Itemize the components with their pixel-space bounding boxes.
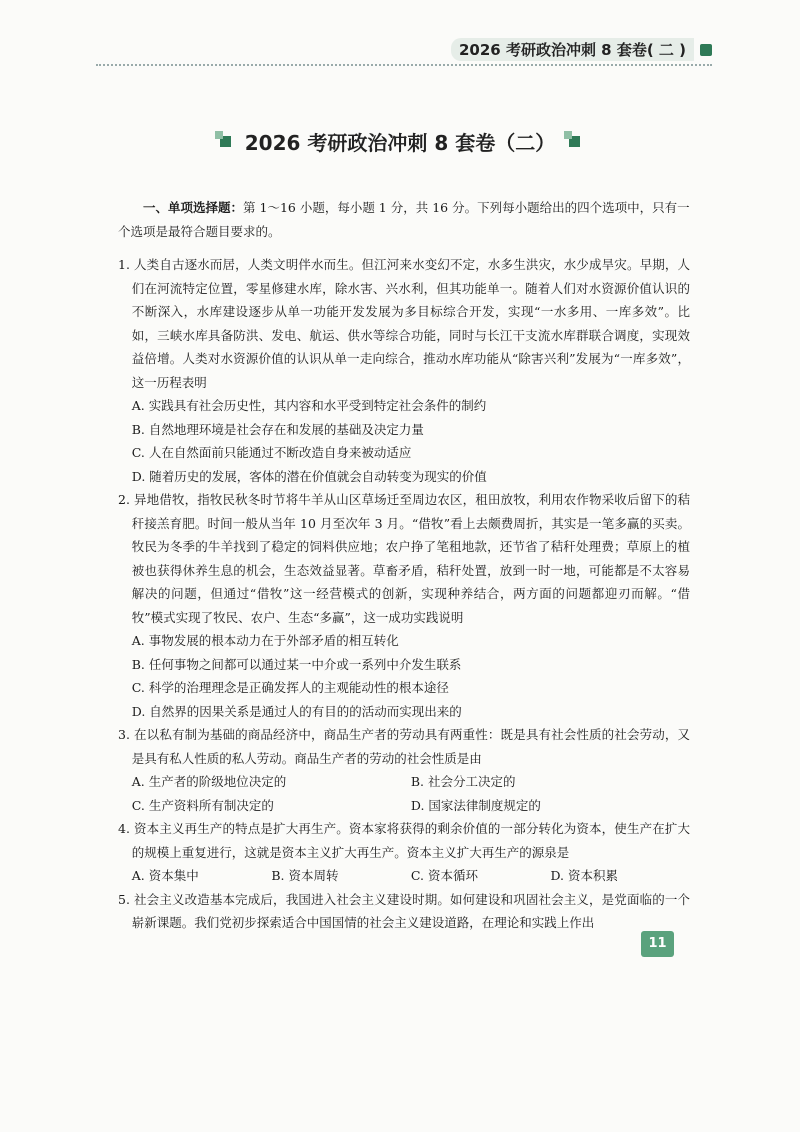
option-c: C. 科学的治理理念是正确发挥人的主观能动性的根本途径 xyxy=(131,680,449,695)
option-d: D. 自然界的因果关系是通过人的有目的的活动而实现出来的 xyxy=(131,703,462,719)
section-intro xyxy=(118,196,690,243)
title-left-square-icon xyxy=(220,136,231,147)
header-square-icon xyxy=(700,44,712,56)
page-title-block xyxy=(0,127,800,156)
running-header xyxy=(451,38,712,61)
question-4 xyxy=(118,817,690,888)
question-stem: 3. 在以私有制为基础的商品经济中，商品生产者的劳动具有两重性：既是具有社会性质的社会劳动，又是具有私人性质的私人劳动。商品生产者的劳动的社会性质是由 xyxy=(118,727,690,766)
question-stem: 5. 社会主义改造基本完成后，我国进入社会主义建设时期。如何建设和巩固社会主义，是党面临的一个崭新课题。我们党初步探索适合中国国情的社会主义建设道路，在理论和实践上作出 xyxy=(118,891,690,930)
option-a: A. 实践具有社会历史性，其内容和水平受到特定社会条件的制约 xyxy=(131,398,487,413)
option-d: D. 资本积累 xyxy=(550,868,618,883)
question-3 xyxy=(118,723,690,817)
option-a: A. 事物发展的根本动力在于外部矛盾的相互转化 xyxy=(131,633,399,648)
option-c: C. 生产资料所有制决定的 xyxy=(131,797,274,813)
question-1 xyxy=(118,253,690,488)
option-a: A. 生产者的阶级地位决定的 xyxy=(131,774,287,789)
question-stem: 1. 人类自古逐水而居，人类文明伴水而生。但江河来水变幻不定，水多生洪灾，水少成旱灾。早期，人们在河流特定位置，零星修建水库，除水害、兴水利，但其功能单一。随着人们对水资源价值认识的不断深入，水库建设逐步从单一功能开发发展为多目标综合开发，实现“一水多用、一库多效”。比如，三峡水库具备防洪、发电、航运、供水等综合功能，同时与长江干支流水库群联合调度，实现效益倍增。人类对水资源价值的认识从单一走向综合，推动水库功能从“除害兴利”发展为“一库多效”，这一历程表明 xyxy=(118,257,690,390)
option-c: C. 人在自然面前只能通过不断改造自身来被动适应 xyxy=(131,445,412,460)
question-5 xyxy=(118,888,690,935)
section-instruction: 第 1～16 小题，每小题 1 分，共 16 分。下列每小题给出的四个选项中，只有一个选项是最符合题目要求的。 xyxy=(118,200,690,239)
header-rule xyxy=(96,64,712,66)
option-b: B. 自然地理环境是社会存在和发展的基础及决定力量 xyxy=(131,421,424,437)
option-d: D. 国家法律制度规定的 xyxy=(410,797,541,813)
option-b: B. 资本周转 xyxy=(271,868,339,883)
content-area xyxy=(118,196,690,935)
question-stem: 4. 资本主义再生产的特点是扩大再生产。资本家将获得的剩余价值的一部分转化为资本，使生产在扩大的规模上重复进行，这就是资本主义扩大再生产。资本主义扩大再生产的源泉是 xyxy=(118,821,690,860)
option-b: B. 社会分工决定的 xyxy=(410,774,516,789)
title-right-square-icon xyxy=(569,136,580,147)
question-stem: 2. 异地借牧，指牧民秋冬时节将牛羊从山区草场迁至周边农区，租田放牧，利用农作物采收后留下的秸秆接羔育肥。时间一般从当年 10 月至次年 3 月。“借牧”看上去颇费周折，其实是一笔多赢的买卖。牧民为冬季的牛羊找到了稳定的饲料供应地；农户挣了笔租地款，还节省了秸秆处理费；草原上的植被也获得休养生息的机会，生态效益显著。草畜矛盾，秸秆处置，放到一时一地，可能都是不太容易解决的问题，但通过“借牧”这一经营模式的创新，实现种养结合，两方面的问题都迎刃而解。“借牧”模式实现了牧民、农户、生态“多赢”，这一成功实践说明 xyxy=(118,492,690,625)
option-c: C. 资本循环 xyxy=(410,868,478,883)
option-b: B. 任何事物之间都可以通过某一中介或一系列中介发生联系 xyxy=(131,656,462,672)
running-title: 2026 考研政治冲刺 8 套卷( 二 ) xyxy=(451,38,694,61)
option-d: D. 随着历史的发展，客体的潜在价值就会自动转变为现实的价值 xyxy=(131,468,487,484)
page-title: 2026 考研政治冲刺 8 套卷（二） xyxy=(244,131,556,155)
options-row xyxy=(118,864,690,888)
page-number: 11 xyxy=(641,931,674,957)
question-2 xyxy=(118,488,690,723)
section-label: 一、单项选择题： xyxy=(143,200,244,215)
options-grid xyxy=(118,770,690,817)
option-a: A. 资本集中 xyxy=(131,868,199,883)
